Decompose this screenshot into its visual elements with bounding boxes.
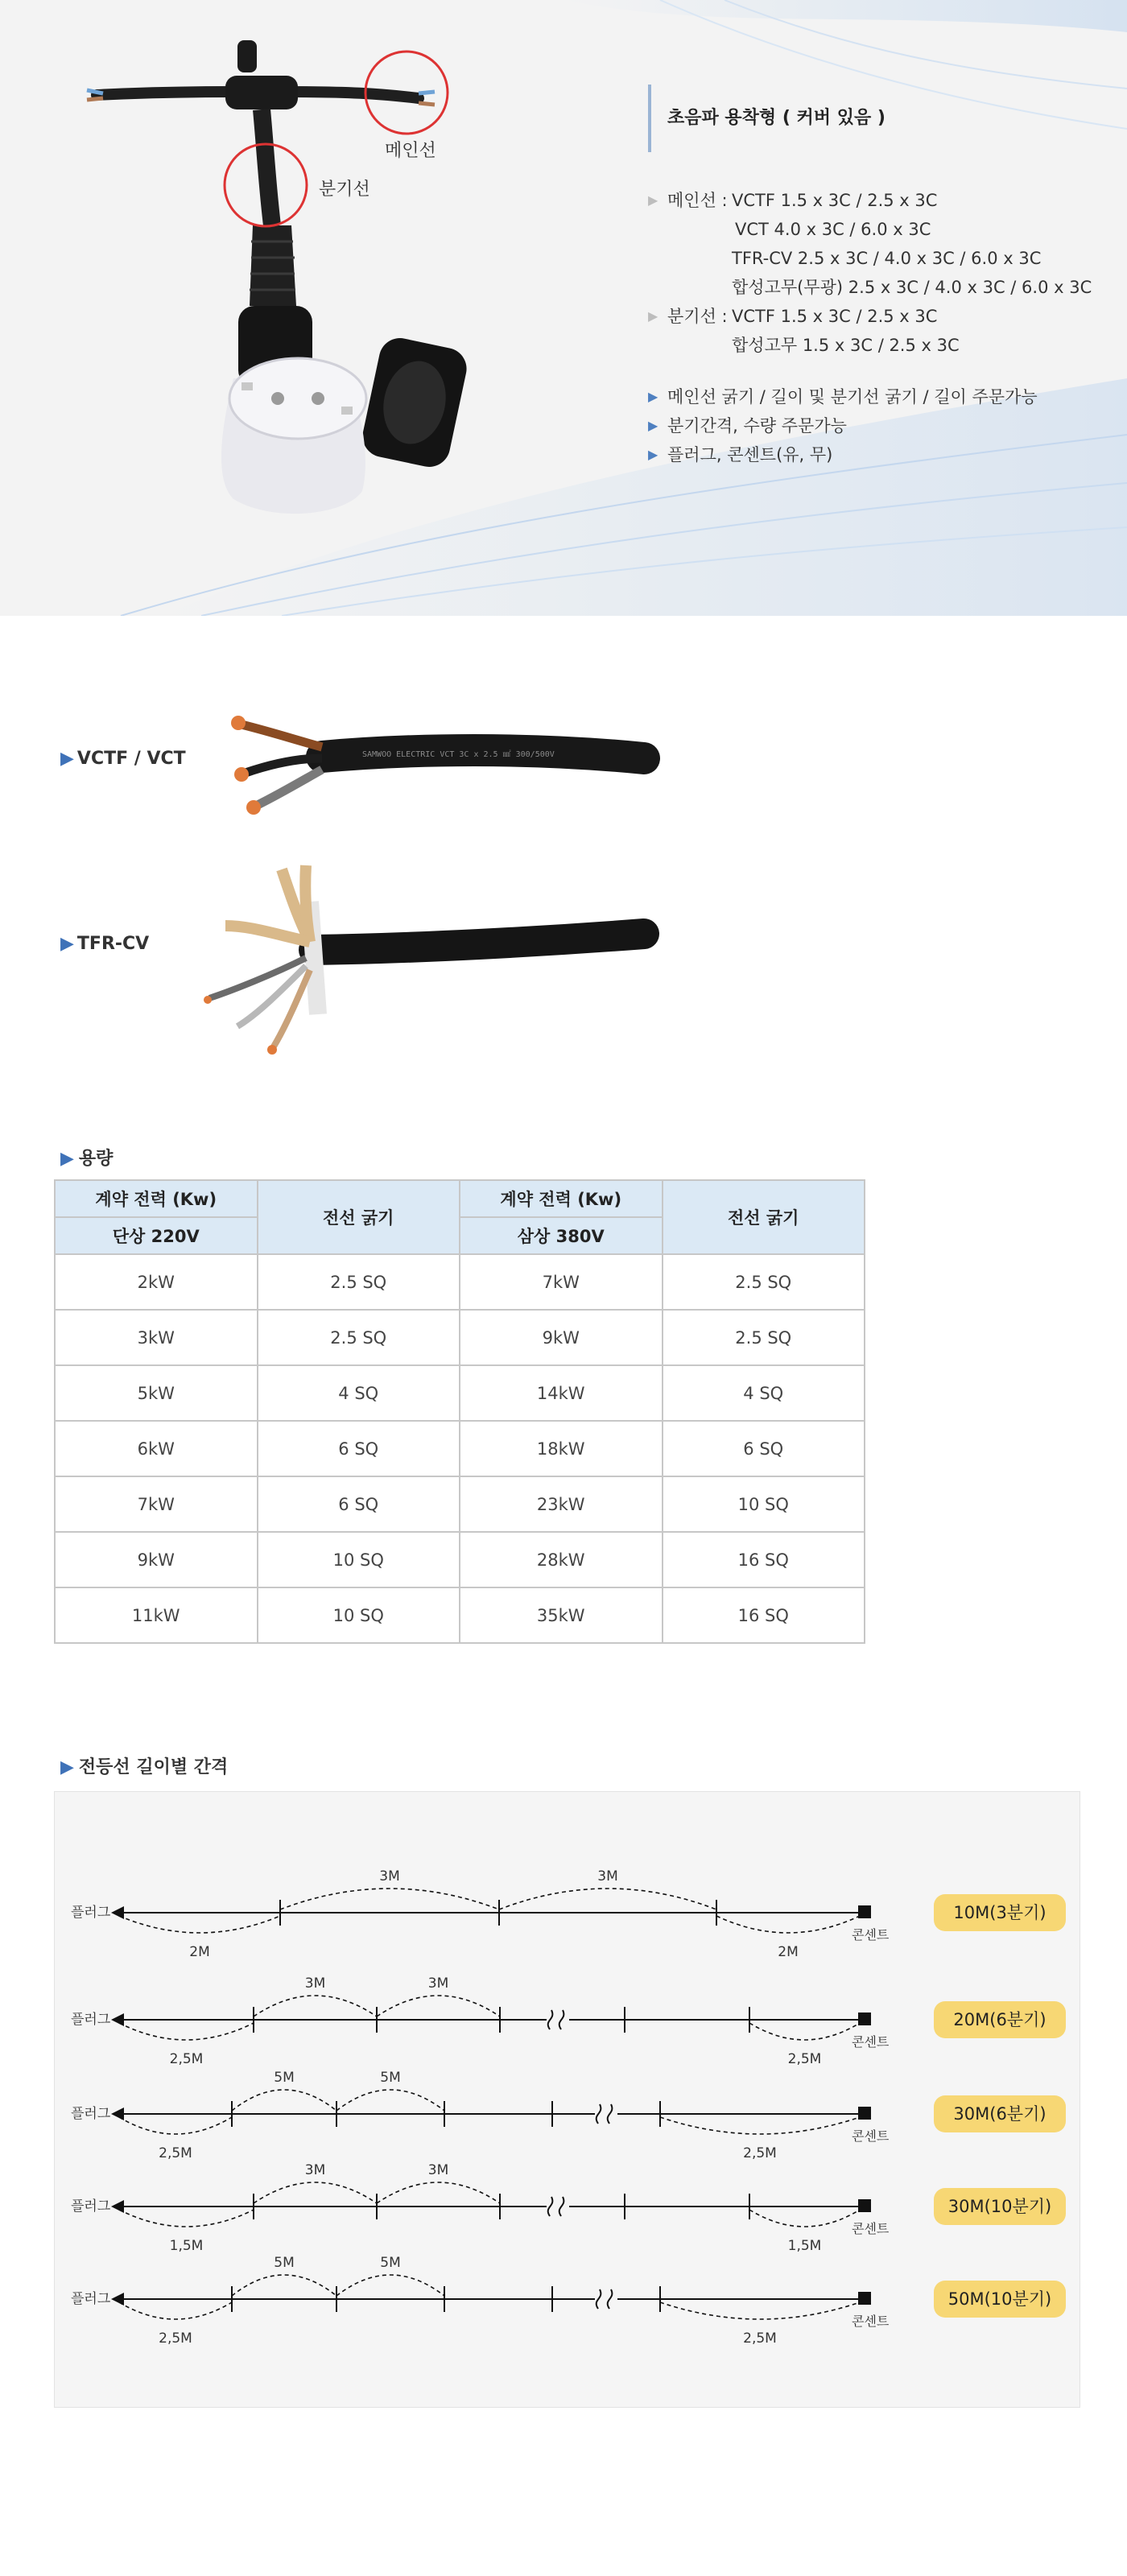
triangle-bullet-icon: ▶ <box>60 1149 74 1169</box>
header-contract-power: 계약 전력 (Kw) <box>55 1180 258 1217</box>
table-cell: 6 SQ <box>258 1421 460 1476</box>
spec-value: VCTF 1.5 x 3C / 2.5 x 3C <box>732 191 938 210</box>
end-interval-label: 2M <box>189 1944 210 1960</box>
spec-row <box>648 215 1099 244</box>
interval-label: 3M <box>597 1868 618 1885</box>
end-interval-arc <box>749 2023 860 2040</box>
table-row <box>55 1587 865 1643</box>
end-interval-label: 1,5M <box>169 2238 204 2254</box>
note-text: 메인선 굵기 / 길이 및 분기선 굵기 / 길이 주문가능 <box>667 387 1038 407</box>
plug-label: 플러그 <box>71 2291 111 2307</box>
note-row <box>648 411 1099 440</box>
cable-print-text: SAMWOO ELECTRIC VCT 3C x 2.5 ㎟ 300/500V <box>362 750 555 759</box>
end-interval-arc <box>749 2210 860 2227</box>
table-cell: 2kW <box>55 1254 258 1310</box>
end-interval-label: 2M <box>778 1944 799 1960</box>
triangle-bullet-icon: ▶ <box>60 749 74 769</box>
end-interval-label: 2,5M <box>159 2330 192 2347</box>
end-interval-arc <box>660 2302 860 2319</box>
product-hero <box>0 0 1127 616</box>
table-cell: 2.5 SQ <box>258 1310 460 1365</box>
plug-label: 플러그 <box>71 2106 111 2122</box>
table-row <box>55 1476 865 1532</box>
table-cell: 7kW <box>460 1254 663 1310</box>
outlet-label: 콘센트 <box>852 1927 890 1942</box>
table-cell: 11kW <box>55 1587 258 1643</box>
table-row <box>55 1421 865 1476</box>
spec-panel <box>648 85 1099 469</box>
note-text: 분기간격, 수량 주문가능 <box>667 416 847 436</box>
interval-label: 5M <box>274 2255 295 2271</box>
interval-label: 3M <box>304 1975 326 1992</box>
table-cell: 9kW <box>460 1310 663 1365</box>
spec-row <box>648 302 1099 331</box>
end-interval-label: 2,5M <box>743 2330 777 2347</box>
triangle-bullet-icon: ▶ <box>60 934 74 954</box>
length-badge-text: 30M(10분기) <box>947 2197 1052 2216</box>
end-interval-arc <box>119 2117 232 2134</box>
interval-label: 3M <box>427 2162 449 2178</box>
main-line-callout-label: 메인선 <box>385 141 436 161</box>
interval-label: 5M <box>274 2070 295 2086</box>
table-cell: 2.5 SQ <box>663 1254 865 1310</box>
interval-label: 3M <box>304 2162 326 2178</box>
interval-arc <box>232 2090 336 2111</box>
triangle-bullet-icon: ▶ <box>648 192 658 208</box>
end-interval-label: 1,5M <box>787 2238 822 2254</box>
spacing-section-title: ▶ 전등선 길이별 간격 <box>60 1757 229 1777</box>
table-cell: 6kW <box>55 1421 258 1476</box>
end-interval-label: 2,5M <box>159 2145 192 2161</box>
spec-value: 합성고무 1.5 x 3C / 2.5 x 3C <box>732 336 960 355</box>
triangle-bullet-icon: ▶ <box>648 418 658 433</box>
end-interval-arc <box>119 2302 232 2319</box>
table-cell: 6 SQ <box>663 1421 865 1476</box>
cable-label-tfr-cv: ▶ TFR-CV <box>60 934 150 954</box>
product-image <box>80 24 531 539</box>
table-cell: 14kW <box>460 1365 663 1421</box>
spec-value: TFR-CV 2.5 x 3C / 4.0 x 3C / 6.0 x 3C <box>732 249 1042 268</box>
triangle-bullet-icon: ▶ <box>648 447 658 462</box>
table-cell: 4 SQ <box>663 1365 865 1421</box>
table-cell: 35kW <box>460 1587 663 1643</box>
interval-label: 3M <box>427 1975 449 1992</box>
length-badge-text: 10M(3분기) <box>953 1903 1046 1922</box>
end-interval-label: 2,5M <box>743 2145 777 2161</box>
outlet-label: 콘센트 <box>852 2221 890 2236</box>
table-cell: 23kW <box>460 1476 663 1532</box>
table-cell: 6 SQ <box>258 1476 460 1532</box>
table-row <box>55 1254 865 1310</box>
note-row <box>648 382 1099 411</box>
spacing-diagram <box>54 1791 1080 2408</box>
table-cell: 10 SQ <box>663 1476 865 1532</box>
table-cell: 10 SQ <box>258 1532 460 1587</box>
length-badge-text: 50M(10분기) <box>947 2289 1052 2309</box>
spec-value: 합성고무(무광) 2.5 x 3C / 4.0 x 3C / 6.0 x 3C <box>732 278 1092 297</box>
table-cell: 5kW <box>55 1365 258 1421</box>
header-wire-thickness: 전선 굵기 <box>258 1180 460 1254</box>
spec-row <box>648 273 1099 302</box>
plug-label: 플러그 <box>71 2012 111 2028</box>
interval-arc <box>377 1996 500 2017</box>
end-interval-arc <box>119 1916 280 1933</box>
header-single-phase: 단상 220V <box>55 1217 258 1254</box>
plug-label: 플러그 <box>71 2198 111 2215</box>
table-cell: 2.5 SQ <box>258 1254 460 1310</box>
end-interval-arc <box>119 2023 254 2040</box>
header-contract-power: 계약 전력 (Kw) <box>460 1180 663 1217</box>
interval-label: 3M <box>379 1868 400 1885</box>
end-interval-label: 2,5M <box>169 2051 204 2067</box>
capacity-section-title: ▶ 용량 <box>60 1149 114 1169</box>
interval-arc <box>254 2182 377 2203</box>
tfr-cv-cable-image <box>177 853 660 1063</box>
outlet-label: 콘센트 <box>852 2128 890 2144</box>
end-interval-arc <box>716 1916 860 1933</box>
spec-row <box>648 244 1099 273</box>
outlet-label: 콘센트 <box>852 2314 890 2329</box>
triangle-bullet-icon: ▶ <box>60 1757 74 1777</box>
interval-label: 5M <box>380 2070 401 2086</box>
interval-arc <box>336 2275 444 2296</box>
product-title: 초음파 용착형 ( 커버 있음 ) <box>648 85 1099 152</box>
spacing-diagram-svg <box>55 1792 1081 2409</box>
spec-row <box>648 186 1099 215</box>
table-cell: 18kW <box>460 1421 663 1476</box>
interval-arc <box>280 1889 499 1909</box>
interval-label: 5M <box>380 2255 401 2271</box>
outlet-label: 콘센트 <box>852 2034 890 2050</box>
interval-arc <box>499 1889 716 1909</box>
table-cell: 2.5 SQ <box>663 1310 865 1365</box>
length-badge-text: 30M(6분기) <box>953 2104 1046 2124</box>
branch-line-callout-label: 분기선 <box>319 180 370 200</box>
triangle-bullet-icon: ▶ <box>648 308 658 324</box>
table-cell: 3kW <box>55 1310 258 1365</box>
length-badge-text: 20M(6분기) <box>953 2010 1046 2029</box>
end-interval-label: 2,5M <box>787 2051 822 2067</box>
table-row <box>55 1365 865 1421</box>
capacity-table <box>54 1179 865 1644</box>
interval-arc <box>336 2090 444 2111</box>
table-row <box>55 1532 865 1587</box>
header-wire-thickness: 전선 굵기 <box>663 1180 865 1254</box>
spec-list <box>648 186 1099 469</box>
outlet-square-icon <box>858 2107 871 2120</box>
note-row <box>648 440 1099 469</box>
table-cell: 4 SQ <box>258 1365 460 1421</box>
table-cell: 16 SQ <box>663 1532 865 1587</box>
table-cell: 7kW <box>55 1476 258 1532</box>
interval-arc <box>377 2182 500 2203</box>
table-cell: 9kW <box>55 1532 258 1587</box>
outlet-square-icon <box>858 1905 871 1918</box>
table-cell: 28kW <box>460 1532 663 1587</box>
plug-label: 플러그 <box>71 1905 111 1921</box>
note-text: 플러그, 콘센트(유, 무) <box>667 445 833 464</box>
table-row <box>55 1310 865 1365</box>
end-interval-arc <box>660 2117 860 2134</box>
spec-label: 분기선 : <box>667 307 728 326</box>
interval-arc <box>232 2275 336 2296</box>
vctf-cable-image <box>209 700 660 829</box>
cable-label-vctf: ▶ VCTF / VCT <box>60 749 186 769</box>
spec-row <box>648 331 1099 360</box>
end-interval-arc <box>119 2210 254 2227</box>
interval-arc <box>254 1996 377 2017</box>
triangle-bullet-icon: ▶ <box>648 389 658 404</box>
spec-label: 메인선 : <box>667 191 728 210</box>
outlet-square-icon <box>858 2292 871 2305</box>
table-cell: 10 SQ <box>258 1587 460 1643</box>
table-cell: 16 SQ <box>663 1587 865 1643</box>
spec-value: VCTF 1.5 x 3C / 2.5 x 3C <box>732 307 938 326</box>
outlet-square-icon <box>858 2199 871 2212</box>
spec-value: VCT 4.0 x 3C / 6.0 x 3C <box>735 220 931 239</box>
outlet-square-icon <box>858 2013 871 2025</box>
header-three-phase: 삼상 380V <box>460 1217 663 1254</box>
